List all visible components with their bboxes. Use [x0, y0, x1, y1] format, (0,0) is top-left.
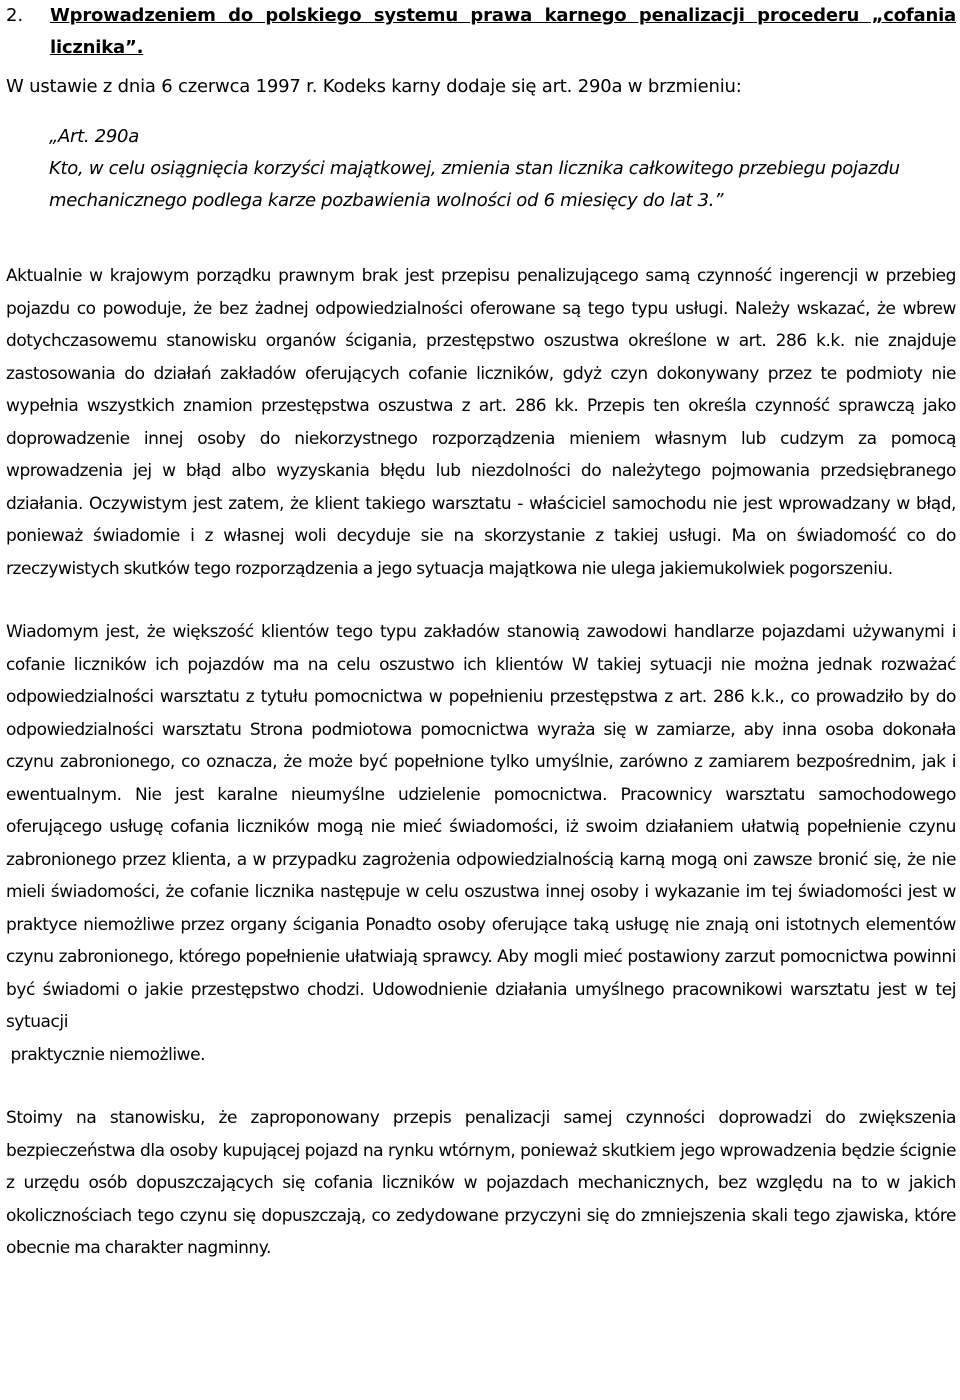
section-title: Wprowadzeniem do polskiego systemu prawa karnego penalizacji procederu „cofania licznika”.: [50, 5, 956, 58]
document-page: [6, 0, 956, 1265]
paragraph-1: Aktualnie w krajowym porządku prawnym brak jest przepisu penalizującego samą czynność ingerencji w przebieg pojazdu co powoduje, że bez żadnej odpowiedzialności oferowane są tego typu usługi. Należy wskazać, że wbrew dotychczasowemu stanowisku organów ścigania, przestępstwo oszustwa określone w art. 286 k.k. nie znajduje zastosowania do działań zakładów oferujących cofanie liczników, gdyż czyn dokonywany przez te podmioty nie wypełnia wszystkich znamion przestępstwa oszustwa z art. 286 kk. Przepis ten określa czynność sprawczą jako doprowadzenie innej osoby do niekorzystnego rozporządzenia mieniem własnym lub cudzym za pomocą wprowadzenia jej w błąd albo wyzyskania błędu lub niezdolności do należytego pojmowania przedsiębranego działania. Oczywistym jest zatem, że klient takiego warsztatu - właściciel samochodu nie jest wprowadzany w błąd, ponieważ świadomie i z własnej woli decyduje sie na skorzystanie z takiej usługi. Ma on świadomość co do rzeczywistych skutków tego rozporządzenia a jego sytuacja majątkowa nie ulega jakiemukolwiek pogorszeniu.: [6, 266, 956, 579]
quoted-article-number: „Art. 290a: [49, 126, 139, 147]
intro-paragraph: W ustawie z dnia 6 czerwca 1997 r. Kodeks karny dodaje się art. 290a w brzmieniu:: [6, 76, 742, 97]
quoted-article: [6, 121, 956, 217]
paragraph-2-last-line: praktycznie niemożliwe.: [6, 1044, 206, 1065]
section-number: 2.: [6, 5, 24, 26]
quoted-article-text: Kto, w celu osiągnięcia korzyści majątkowej, zmienia stan licznika całkowitego przebiegu pojazdu mechanicznego podlega karze pozbawienia wolności od 6 miesięcy do lat 3.”: [49, 158, 900, 211]
section-heading: [6, 0, 956, 64]
paragraph-2: Wiadomym jest, że większość klientów tego typu zakładów stanowią zawodowi handlarze pojazdami używanymi i cofanie liczników ich pojazdów ma na celu oszustwo ich klientów W takiej sytuacji nie można jednak rozważać odpowiedzialności warsztatu z tytułu pomocnictwa w popełnieniu przestępstwa z art. 286 k.k., co prowadziło by do odpowiedzialności warsztatu Strona podmiotowa pomocnictwa wyraża się w zamiarze, aby inna osoba dokonała czynu zabronionego, co oznacza, że może być popełnione tylko umyślnie, zarówno z zamiarem bezpośrednim, jak i ewentualnym. Nie jest karalne nieumyślne udzielenie pomocnictwa. Pracownicy warsztatu samochodowego oferującego usługę cofania liczników mogą nie mieć świadomości, iż swoim działaniem ułatwią popełnienie czynu zabronionego przez klienta, a w przypadku zagrożenia odpowiedzialnością karną mogą oni zawsze bronić się, że nie mieli świadomości, że cofanie licznika następuje w celu oszustwa innej osoby i wykazanie im tej świadomości jest w praktyce niemożliwe przez organy ścigania Ponadto osoby oferujące taką usługę nie znają oni istotnych elementów czynu zabronionego, którego popełnienie ułatwiają sprawcy. Aby mogli mieć postawiony zarzut pomocnictwa powinni być świadomi o jakie przestępstwo chodzi. Udowodnienie działania umyślnego pracownikowi warsztatu jest w tej sytuacji: [6, 622, 956, 1032]
paragraph-3: Stoimy na stanowisku, że zaproponowany przepis penalizacji samej czynności doprowadzi do zwiększenia bezpieczeństwa dla osoby kupującej pojazd na rynku wtórnym, ponieważ skutkiem jego wprowadzenia będzie ścignie z urzędu osób dopuszczających się cofania liczników w pojazdach mechanicznych, bez względu na to w jakich okolicznościach tego czynu się dopuszczają, co zedydowane przyczyni się do zmniejszenia skali tego zjawiska, które obecnie ma charakter nagminny.: [6, 1108, 956, 1258]
